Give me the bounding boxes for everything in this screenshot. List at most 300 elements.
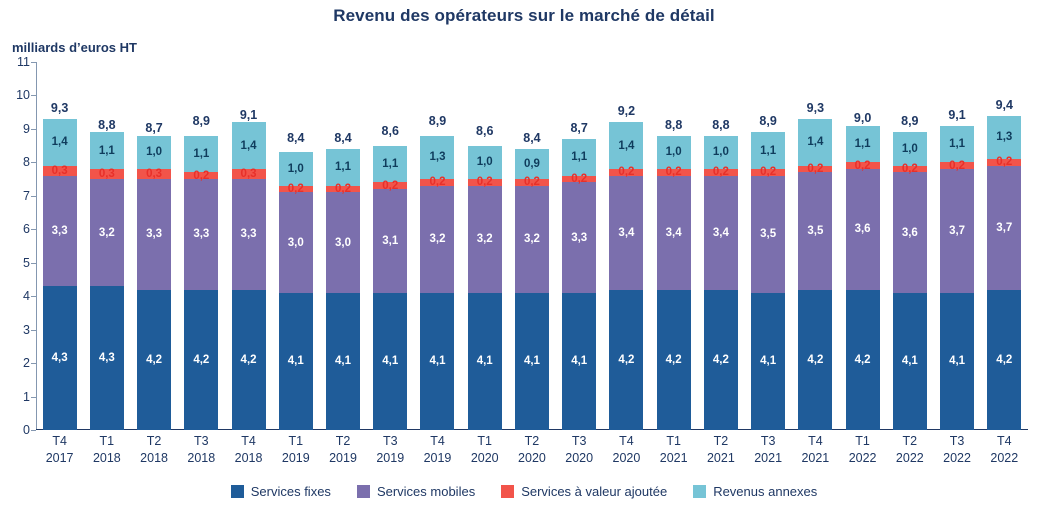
bar-segment[interactable] bbox=[893, 132, 927, 165]
bar-segment[interactable] bbox=[940, 169, 974, 293]
x-axis-quarter: T1 bbox=[855, 434, 870, 448]
bar-stack[interactable] bbox=[846, 110, 880, 430]
bar-segment-value: 4,1 bbox=[429, 355, 446, 368]
bar-segment-value: 4,2 bbox=[854, 353, 871, 366]
bar-segment[interactable] bbox=[562, 182, 596, 292]
x-axis-label bbox=[225, 433, 272, 467]
bar-stack[interactable] bbox=[704, 117, 738, 430]
bar-segment-value: 4,3 bbox=[51, 352, 68, 365]
bar-segment-value: 1,0 bbox=[146, 146, 163, 159]
bar-segment-value: 0,3 bbox=[146, 168, 163, 181]
bar-segment-value: 1,4 bbox=[618, 139, 635, 152]
bar-column[interactable] bbox=[319, 62, 366, 430]
y-tick-label: 4 bbox=[23, 289, 30, 304]
bar-segment-value: 3,0 bbox=[287, 236, 304, 249]
bar-segment-value: 1,3 bbox=[996, 131, 1013, 144]
x-axis-quarter: T3 bbox=[949, 434, 965, 448]
bar-column[interactable] bbox=[225, 62, 272, 430]
bar-segment-value: 0,2 bbox=[193, 169, 210, 182]
bar-segment[interactable] bbox=[515, 293, 549, 430]
bar-segment-value: 0,2 bbox=[949, 159, 966, 172]
bar-segment-value: 4,1 bbox=[901, 355, 918, 368]
bar-segment[interactable] bbox=[468, 146, 502, 179]
x-axis-quarter: T4 bbox=[52, 434, 67, 448]
bar-total-label: 9,4 bbox=[995, 97, 1013, 112]
bar-stack[interactable] bbox=[562, 120, 596, 430]
x-axis-quarter: T3 bbox=[194, 434, 209, 448]
bar-segment-value: 4,2 bbox=[240, 353, 257, 366]
bar-column[interactable] bbox=[414, 62, 461, 430]
bar-segment-value: 1,1 bbox=[949, 137, 966, 150]
y-tick-label: 3 bbox=[23, 322, 30, 337]
bar-segment[interactable] bbox=[609, 176, 643, 290]
bar-segment-value: 1,0 bbox=[901, 143, 918, 155]
bar-segment[interactable] bbox=[798, 290, 832, 431]
bar-segment[interactable] bbox=[940, 159, 974, 172]
x-axis-year: 2017 bbox=[45, 451, 74, 465]
x-axis-quarter: T2 bbox=[713, 434, 729, 448]
bar-segment-value: 3,6 bbox=[854, 223, 871, 236]
x-axis-year: 2021 bbox=[659, 451, 688, 465]
bar-segment-value: 1,1 bbox=[98, 144, 115, 157]
bar-segment[interactable] bbox=[893, 172, 927, 292]
bar-segment-value: 3,7 bbox=[949, 224, 966, 237]
bar-segment[interactable] bbox=[468, 176, 502, 189]
bar-segment[interactable] bbox=[704, 136, 738, 169]
bar-stack[interactable] bbox=[373, 124, 407, 430]
bar-column[interactable] bbox=[272, 62, 319, 430]
legend-swatch bbox=[357, 485, 370, 498]
bar-segment-value: 4,3 bbox=[98, 352, 115, 365]
bar-segment[interactable] bbox=[468, 186, 502, 293]
x-axis-quarter: T3 bbox=[382, 434, 398, 448]
bar-segment-value: 3,4 bbox=[665, 226, 682, 239]
bar-segment[interactable] bbox=[420, 176, 454, 189]
bar-total-label: 9,1 bbox=[239, 107, 258, 122]
bar-segment[interactable] bbox=[657, 176, 691, 290]
x-axis-label bbox=[933, 433, 980, 467]
bar-segment[interactable] bbox=[987, 116, 1021, 159]
bar-stack[interactable] bbox=[893, 114, 927, 430]
bar-segment[interactable] bbox=[137, 136, 171, 169]
x-axis-quarter: T3 bbox=[760, 434, 776, 448]
bar-column[interactable] bbox=[745, 62, 792, 430]
bar-segment-value: 0,2 bbox=[665, 166, 682, 179]
x-axis-year: 2019 bbox=[376, 451, 405, 465]
bar-column[interactable] bbox=[981, 62, 1028, 430]
bar-segment-value: 0,2 bbox=[287, 183, 304, 196]
bar-stack[interactable] bbox=[232, 107, 266, 430]
bar-segment-value: 1,1 bbox=[193, 148, 210, 161]
x-axis-label bbox=[745, 433, 792, 467]
x-axis-year: 2022 bbox=[943, 451, 971, 465]
x-axis-year: 2020 bbox=[565, 451, 594, 465]
bar-segment[interactable] bbox=[184, 179, 218, 289]
bar-segment-value: 3,3 bbox=[51, 224, 68, 237]
bar-segment-value: 0,2 bbox=[523, 176, 540, 189]
x-axis-quarter: T1 bbox=[477, 434, 493, 448]
bar-total-label: 9,1 bbox=[948, 107, 966, 122]
bar-column[interactable] bbox=[461, 62, 508, 430]
bar-segment[interactable] bbox=[137, 169, 171, 179]
bar-total-label: 9,3 bbox=[806, 100, 825, 115]
bar-segment-value: 3,2 bbox=[429, 233, 446, 246]
bar-segment[interactable] bbox=[468, 293, 502, 430]
bar-segment[interactable] bbox=[562, 139, 596, 176]
bar-segment[interactable] bbox=[137, 290, 171, 431]
bar-segment-value: 4,2 bbox=[146, 353, 163, 366]
bar-total-label: 8,6 bbox=[476, 124, 494, 139]
bar-segment[interactable] bbox=[279, 152, 313, 185]
bar-segment-value: 0,2 bbox=[476, 176, 493, 189]
x-axis-quarter: T4 bbox=[808, 434, 823, 448]
legend-label: Services mobiles bbox=[376, 484, 476, 499]
bar-segment-value: 1,4 bbox=[807, 136, 824, 149]
bar-total-label: 8,9 bbox=[901, 114, 919, 129]
bar-segment[interactable] bbox=[704, 290, 738, 431]
page-title: Revenu des opérateurs sur le marché de détail bbox=[333, 6, 715, 25]
bar-segment[interactable] bbox=[704, 166, 738, 179]
bar-segment-value: 0,2 bbox=[382, 179, 399, 192]
x-axis-label bbox=[178, 433, 225, 467]
bar-segment-value: 4,1 bbox=[335, 355, 352, 368]
bar-segment[interactable] bbox=[751, 166, 785, 179]
x-axis-label bbox=[83, 433, 130, 467]
y-tick-label: 11 bbox=[17, 55, 30, 69]
bar-segment-value: 3,0 bbox=[335, 236, 352, 249]
bar-stack[interactable] bbox=[798, 100, 832, 430]
legend-label: Services fixes bbox=[250, 484, 331, 499]
bar-segment-value: 4,2 bbox=[712, 353, 729, 366]
bar-segment-value: 0,2 bbox=[712, 166, 729, 179]
bar-segment[interactable] bbox=[846, 126, 880, 163]
bar-segment-value: 0,2 bbox=[429, 176, 446, 189]
bar-segment-value: 4,1 bbox=[476, 355, 493, 368]
bar-segment[interactable] bbox=[420, 293, 454, 430]
bar-segment[interactable] bbox=[184, 169, 218, 182]
bar-segment-value: 4,2 bbox=[618, 353, 635, 366]
bar-segment[interactable] bbox=[515, 176, 549, 189]
bar-segment[interactable] bbox=[987, 166, 1021, 290]
bar-segment[interactable] bbox=[326, 293, 360, 430]
x-axis-label bbox=[508, 433, 555, 467]
bar-segment-value: 0,2 bbox=[335, 183, 352, 196]
x-axis-label bbox=[839, 433, 886, 467]
bar-segment[interactable] bbox=[184, 290, 218, 431]
bar-segment-value: 1,1 bbox=[335, 161, 352, 174]
bar-segment-value: 4,1 bbox=[287, 355, 304, 368]
bar-segment[interactable] bbox=[751, 293, 785, 430]
x-axis-quarter: T4 bbox=[619, 434, 634, 448]
y-tick-label: 1 bbox=[23, 389, 30, 404]
bar-segment-value: 1,1 bbox=[382, 158, 399, 171]
bar-total-label: 8,8 bbox=[98, 117, 116, 132]
bar-stack[interactable] bbox=[279, 130, 313, 430]
x-axis-year: 2018 bbox=[187, 451, 216, 465]
bar-segment-value: 0,9 bbox=[523, 158, 540, 171]
legend-label: Revenus annexes bbox=[713, 484, 818, 499]
y-tick-label: 6 bbox=[23, 222, 30, 237]
bar-segment-value: 4,1 bbox=[949, 355, 966, 368]
bar-segment-value: 0,2 bbox=[571, 173, 588, 186]
bar-segment-value: 4,2 bbox=[996, 353, 1013, 366]
bar-segment-value: 4,2 bbox=[807, 353, 824, 366]
bar-segment-value: 3,3 bbox=[193, 228, 210, 241]
y-tick-label: 8 bbox=[23, 155, 30, 170]
bar-segment-value: 3,2 bbox=[523, 233, 540, 246]
bar-stack[interactable] bbox=[940, 107, 974, 430]
bar-segment-value: 1,4 bbox=[240, 139, 257, 152]
bar-segment[interactable] bbox=[846, 159, 880, 172]
bar-segment-value: 4,1 bbox=[760, 355, 777, 368]
bar-segment-value: 4,1 bbox=[571, 355, 588, 368]
x-axis-label bbox=[792, 433, 839, 467]
bar-segment[interactable] bbox=[373, 179, 407, 192]
bar-segment[interactable] bbox=[326, 183, 360, 196]
bar-stack[interactable] bbox=[468, 124, 502, 430]
y-axis-unit-label: milliards d’euros HT bbox=[12, 40, 137, 55]
x-axis-label bbox=[319, 433, 366, 467]
bar-segment[interactable] bbox=[373, 146, 407, 183]
x-axis-quarter: T4 bbox=[241, 434, 256, 448]
y-tick-label: 7 bbox=[23, 188, 30, 203]
bar-segment-value: 0,3 bbox=[240, 168, 257, 181]
bar-segment[interactable] bbox=[279, 192, 313, 292]
x-axis-label bbox=[367, 433, 414, 467]
bar-segment[interactable] bbox=[751, 132, 785, 169]
x-axis-quarter: T2 bbox=[335, 434, 351, 448]
bar-total-label: 9,0 bbox=[853, 110, 872, 125]
bar-segment-value: 1,4 bbox=[51, 136, 68, 149]
bar-segment-value: 3,3 bbox=[146, 228, 163, 241]
bar-segment[interactable] bbox=[562, 293, 596, 430]
bar-total-label: 8,4 bbox=[287, 130, 305, 145]
bar-total-label: 9,3 bbox=[50, 100, 69, 115]
x-axis-quarter: T4 bbox=[430, 434, 445, 448]
bar-stack[interactable] bbox=[326, 130, 360, 430]
bar-segment[interactable] bbox=[940, 126, 974, 163]
bar-segment[interactable] bbox=[373, 189, 407, 293]
x-axis-year: 2021 bbox=[706, 451, 735, 465]
bar-segment-value: 0,2 bbox=[854, 159, 871, 172]
bar-segment[interactable] bbox=[90, 179, 124, 286]
bar-stack[interactable] bbox=[184, 114, 218, 430]
legend-item[interactable] bbox=[693, 484, 817, 499]
bar-segment-value: 4,2 bbox=[193, 353, 210, 366]
plot-inner bbox=[16, 55, 1028, 437]
x-axis-quarter: T2 bbox=[902, 434, 918, 448]
y-tick-label: 10 bbox=[16, 88, 30, 103]
y-tick-label: 2 bbox=[23, 356, 30, 371]
y-tick-label: 5 bbox=[23, 255, 30, 270]
bar-total-label: 8,9 bbox=[759, 114, 777, 129]
bar-segment[interactable] bbox=[43, 286, 77, 430]
bar-segment[interactable] bbox=[90, 132, 124, 169]
bar-segment-value: 3,2 bbox=[98, 226, 115, 239]
bar-segment[interactable] bbox=[609, 290, 643, 431]
legend-label: Services à valeur ajoutée bbox=[521, 484, 668, 499]
legend-swatch bbox=[693, 485, 706, 498]
x-axis-label bbox=[36, 433, 83, 467]
bar-stack[interactable] bbox=[90, 117, 124, 430]
bar-total-label: 8,8 bbox=[664, 117, 683, 132]
bar-segment[interactable] bbox=[798, 172, 832, 289]
bar-total-label: 8,7 bbox=[145, 120, 163, 135]
x-axis-label bbox=[650, 433, 697, 467]
bar-segment[interactable] bbox=[43, 119, 77, 166]
bar-segment[interactable] bbox=[798, 119, 832, 166]
bar-segment[interactable] bbox=[940, 293, 974, 430]
bar-segment[interactable] bbox=[515, 186, 549, 293]
bar-stack[interactable] bbox=[43, 100, 77, 430]
bar-total-label: 8,9 bbox=[428, 114, 447, 129]
bar-segment[interactable] bbox=[562, 173, 596, 186]
x-axis-label bbox=[414, 433, 461, 467]
bar-segment-value: 1,1 bbox=[571, 151, 588, 164]
bar-segment[interactable] bbox=[90, 169, 124, 179]
x-axis-label bbox=[272, 433, 319, 467]
x-axis-year: 2020 bbox=[612, 451, 641, 465]
bar-segment[interactable] bbox=[987, 290, 1021, 431]
bar-segment-value: 3,3 bbox=[571, 231, 588, 244]
bar-stack[interactable] bbox=[657, 117, 691, 430]
x-axis-year: 2022 bbox=[848, 451, 877, 465]
x-axis-quarter: T1 bbox=[99, 434, 115, 448]
bar-segment[interactable] bbox=[232, 122, 266, 169]
bar-segment[interactable] bbox=[43, 176, 77, 286]
bar-total-label: 8,4 bbox=[523, 130, 541, 145]
bar-segment-value: 1,3 bbox=[429, 151, 446, 164]
bar-segment[interactable] bbox=[373, 293, 407, 430]
bar-total-label: 8,4 bbox=[334, 130, 352, 145]
bar-segment[interactable] bbox=[657, 136, 691, 169]
x-axis-year: 2022 bbox=[895, 451, 924, 465]
y-tick-label: 0 bbox=[23, 423, 30, 437]
bar-segment[interactable] bbox=[657, 290, 691, 431]
bar-segment[interactable] bbox=[326, 192, 360, 292]
bar-segment[interactable] bbox=[43, 166, 77, 176]
x-axis-year: 2018 bbox=[234, 451, 263, 465]
bar-segment[interactable] bbox=[137, 179, 171, 289]
bar-segment-value: 3,3 bbox=[240, 228, 257, 241]
bar-segment[interactable] bbox=[657, 166, 691, 179]
bar-segment[interactable] bbox=[893, 293, 927, 430]
bar-total-label: 8,8 bbox=[712, 117, 730, 132]
x-axis-label bbox=[697, 433, 744, 467]
bar-segment[interactable] bbox=[987, 156, 1021, 169]
bar-segment[interactable] bbox=[279, 293, 313, 430]
bar-total-label: 8,9 bbox=[192, 114, 210, 129]
x-axis-year: 2019 bbox=[329, 451, 357, 465]
bar-total-label: 8,7 bbox=[570, 120, 588, 135]
bar-segment[interactable] bbox=[846, 290, 880, 431]
legend-item[interactable] bbox=[501, 484, 667, 499]
bar-stack[interactable] bbox=[609, 104, 643, 430]
bar-segment-value: 4,1 bbox=[382, 355, 399, 368]
x-axis-label bbox=[556, 433, 603, 467]
x-axis-label bbox=[130, 433, 177, 467]
bar-stack[interactable] bbox=[751, 114, 785, 430]
bar-stack[interactable] bbox=[987, 97, 1021, 430]
x-axis-label bbox=[886, 433, 933, 467]
bar-segment[interactable] bbox=[90, 286, 124, 430]
bar-column[interactable] bbox=[83, 62, 130, 430]
bar-total-label: 9,2 bbox=[617, 104, 636, 119]
bar-segment[interactable] bbox=[184, 136, 218, 173]
legend-item[interactable] bbox=[231, 484, 331, 499]
bar-segment-value: 3,5 bbox=[760, 228, 777, 241]
bar-segment-value: 0,2 bbox=[760, 166, 777, 179]
bar-stack[interactable] bbox=[515, 130, 549, 430]
bar-segment-value: 0,3 bbox=[98, 168, 115, 181]
legend-item[interactable] bbox=[357, 484, 475, 499]
bar-stack[interactable] bbox=[137, 120, 171, 430]
bar-series-group bbox=[36, 62, 1028, 430]
x-axis-label bbox=[461, 433, 508, 467]
bar-segment[interactable] bbox=[609, 122, 643, 169]
x-axis-quarter: T3 bbox=[571, 434, 587, 448]
x-axis-quarter: T1 bbox=[288, 434, 304, 448]
bar-stack[interactable] bbox=[420, 114, 454, 430]
bar-segment-value: 1,1 bbox=[760, 144, 777, 157]
bar-segment[interactable] bbox=[232, 179, 266, 289]
x-axis-quarter: T4 bbox=[997, 434, 1012, 448]
bar-segment[interactable] bbox=[279, 183, 313, 196]
bar-segment-value: 1,0 bbox=[476, 156, 493, 169]
bar-segment-value: 3,1 bbox=[382, 234, 399, 247]
bar-segment-value: 0,2 bbox=[901, 163, 918, 176]
y-tick-mark bbox=[31, 430, 36, 431]
x-axis-year: 2021 bbox=[801, 451, 830, 465]
bar-segment[interactable] bbox=[751, 176, 785, 293]
x-axis-quarter: T2 bbox=[524, 434, 540, 448]
bar-segment-value: 3,7 bbox=[996, 221, 1013, 234]
bar-segment-value: 3,2 bbox=[476, 233, 493, 246]
bar-segment-value: 1,1 bbox=[854, 137, 871, 150]
bar-segment[interactable] bbox=[704, 176, 738, 290]
bar-segment-value: 1,0 bbox=[665, 146, 682, 159]
bar-segment[interactable] bbox=[846, 169, 880, 289]
x-axis-year: 2019 bbox=[423, 451, 452, 465]
x-axis-year: 2020 bbox=[470, 451, 499, 465]
bar-column[interactable] bbox=[508, 62, 555, 430]
bar-segment[interactable] bbox=[893, 163, 927, 176]
x-axis-year: 2018 bbox=[92, 451, 121, 465]
bar-segment-value: 3,4 bbox=[618, 226, 635, 239]
x-axis-labels bbox=[36, 433, 1028, 467]
bar-segment[interactable] bbox=[232, 290, 266, 431]
bar-segment-value: 1,0 bbox=[712, 146, 729, 159]
bar-segment-value: 1,0 bbox=[287, 163, 304, 176]
bar-column[interactable] bbox=[933, 62, 980, 430]
bar-segment-value: 0,2 bbox=[996, 156, 1013, 169]
x-axis-label bbox=[981, 433, 1028, 467]
bar-segment-value: 3,6 bbox=[901, 226, 918, 239]
plot-area bbox=[16, 55, 1028, 437]
bar-segment[interactable] bbox=[326, 149, 360, 186]
legend-swatch bbox=[231, 485, 244, 498]
x-axis-year: 2018 bbox=[140, 451, 168, 465]
bar-segment[interactable] bbox=[232, 169, 266, 179]
x-axis-year: 2022 bbox=[990, 451, 1019, 465]
bar-segment[interactable] bbox=[798, 163, 832, 176]
x-axis-quarter: T2 bbox=[146, 434, 162, 448]
bar-segment[interactable] bbox=[420, 186, 454, 293]
bar-segment[interactable] bbox=[609, 166, 643, 179]
bar-segment[interactable] bbox=[420, 136, 454, 179]
bar-segment[interactable] bbox=[515, 149, 549, 179]
y-tick-label: 9 bbox=[23, 121, 30, 136]
